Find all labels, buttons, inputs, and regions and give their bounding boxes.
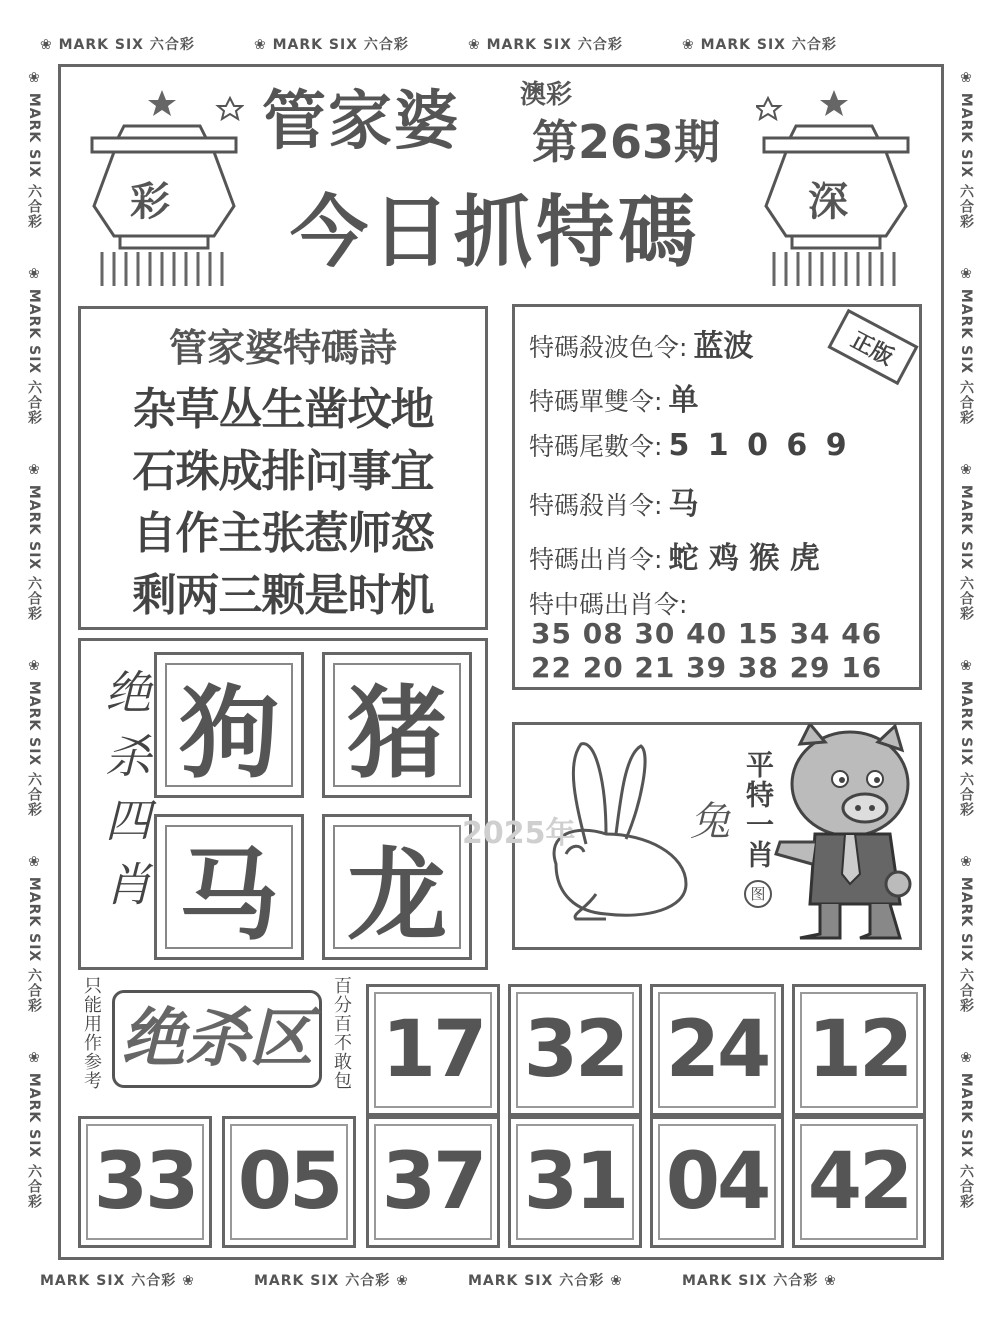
kill-zone-left-note: 只能用作参考	[81, 976, 102, 1090]
kill-number-cell	[366, 1116, 500, 1248]
kill-number: 24	[658, 992, 776, 1108]
instructions-box	[512, 304, 922, 690]
border-pattern-bottom: MARK SIX 六合彩 ❀	[40, 1273, 195, 1289]
watermark: 2025年	[462, 816, 576, 851]
instruction-label: 特碼尾數令:	[529, 432, 663, 461]
border-pattern-right: ❀ MARK SIX 六合彩	[958, 1050, 974, 1210]
genuine-stamp	[827, 309, 918, 385]
kill-number-cell	[650, 984, 784, 1116]
border-pattern-bottom: MARK SIX 六合彩 ❀	[682, 1273, 837, 1289]
kill-number-cell	[78, 1116, 212, 1248]
poem-line-1: 杂草丛生凿坟地	[132, 384, 434, 435]
special-numbers-row-1: 35 08 30 40 15 34 46	[531, 617, 883, 650]
instruction-label: 特碼殺肖令:	[529, 491, 663, 520]
kill-number: 32	[516, 992, 634, 1108]
kill-number-cell	[222, 1116, 356, 1248]
instruction-row	[529, 427, 851, 463]
zodiac-char: 马	[165, 825, 293, 949]
pig-mascot-icon	[770, 724, 930, 944]
border-pattern-left: ❀ MARK SIX 六合彩	[26, 70, 42, 230]
headline: 今日抓特碼	[290, 187, 701, 278]
border-pattern-top: ❀ MARK SIX 六合彩	[40, 37, 195, 53]
genuine-stamp-text: 正版	[846, 327, 898, 371]
kill-number-cell	[366, 984, 500, 1116]
issue-number: 第263期	[532, 115, 721, 169]
kill-number-cell	[650, 1116, 784, 1248]
poem-line-4: 剩两三颗是时机	[132, 570, 434, 621]
instruction-row	[529, 479, 698, 523]
instruction-row	[529, 375, 698, 419]
kill-number: 42	[800, 1124, 918, 1240]
kill-number-cell	[508, 1116, 642, 1248]
kill-number-cell	[792, 1116, 926, 1248]
border-pattern-left: ❀ MARK SIX 六合彩	[26, 1050, 42, 1210]
border-pattern-right: ❀ MARK SIX 六合彩	[958, 854, 974, 1014]
sub-brand: 澳彩	[520, 80, 573, 110]
border-pattern-right: ❀ MARK SIX 六合彩	[958, 658, 974, 818]
kill-number: 33	[86, 1124, 204, 1240]
instruction-label: 特碼殺波色令:	[529, 333, 688, 362]
zodiac-cell	[154, 652, 304, 798]
instruction-row	[529, 321, 753, 365]
instruction-value: 5 1 0 6 9	[668, 428, 851, 463]
instruction-label: 特碼單雙令:	[529, 387, 663, 416]
kill-zone-title: 绝杀区	[112, 990, 322, 1088]
border-pattern-left: ❀ MARK SIX 六合彩	[26, 462, 42, 622]
instruction-value: 单	[668, 383, 699, 418]
border-pattern-left: ❀ MARK SIX 六合彩	[26, 854, 42, 1014]
poem-title: 管家婆特碼詩	[168, 326, 397, 370]
kill-number: 04	[658, 1124, 776, 1240]
instruction-value: 马	[668, 487, 699, 522]
border-pattern-top: ❀ MARK SIX 六合彩	[468, 37, 623, 53]
instruction-value: 蛇 鸡 猴 虎	[668, 541, 820, 576]
kill-number-cell	[508, 984, 642, 1116]
kill-four-side-label: 绝杀四肖	[98, 668, 152, 924]
border-pattern-right: ❀ MARK SIX 六合彩	[958, 70, 974, 230]
kill-number-cell	[792, 984, 926, 1116]
poem-box	[78, 306, 488, 630]
zodiac-cell	[154, 814, 304, 960]
zodiac-char: 狗	[165, 663, 293, 787]
zodiac-char: 龙	[333, 825, 461, 949]
border-pattern-top: ❀ MARK SIX 六合彩	[254, 37, 409, 53]
zodiac-cell	[322, 814, 472, 960]
lantern-left-label: 彩	[130, 178, 170, 225]
border-pattern-bottom: MARK SIX 六合彩 ❀	[468, 1273, 623, 1289]
kill-number: 05	[230, 1124, 348, 1240]
border-pattern-bottom: MARK SIX 六合彩 ❀	[254, 1273, 409, 1289]
ping-te-badge: 图	[744, 880, 772, 908]
poem-line-2: 石珠成排问事宜	[132, 446, 434, 497]
border-pattern-top: ❀ MARK SIX 六合彩	[682, 37, 837, 53]
brand-title: 管家婆	[262, 84, 460, 159]
border-pattern-right: ❀ MARK SIX 六合彩	[958, 266, 974, 426]
instruction-label: 特碼出肖令:	[529, 545, 663, 574]
special-label: 特中碼出肖令:	[529, 590, 688, 619]
kill-zone-right-note: 百分百不敢包	[331, 976, 352, 1090]
border-pattern-right: ❀ MARK SIX 六合彩	[958, 462, 974, 622]
ping-te-label: 平特一肖	[742, 750, 775, 870]
border-pattern-left: ❀ MARK SIX 六合彩	[26, 658, 42, 818]
special-numbers-row-2: 22 20 21 39 38 29 16	[531, 651, 883, 684]
poem-line-3: 自作主张惹师怒	[132, 508, 434, 559]
instruction-value: 蓝波	[693, 329, 754, 364]
instruction-row	[529, 533, 820, 577]
kill-number: 31	[516, 1124, 634, 1240]
kill-number: 12	[800, 992, 918, 1108]
kill-number: 17	[374, 992, 492, 1108]
border-pattern-left: ❀ MARK SIX 六合彩	[26, 266, 42, 426]
rabbit-text: 兔	[690, 799, 730, 845]
zodiac-cell	[322, 652, 472, 798]
kill-number: 37	[374, 1124, 492, 1240]
zodiac-char: 猪	[333, 663, 461, 787]
lantern-right-label: 深	[808, 178, 848, 225]
